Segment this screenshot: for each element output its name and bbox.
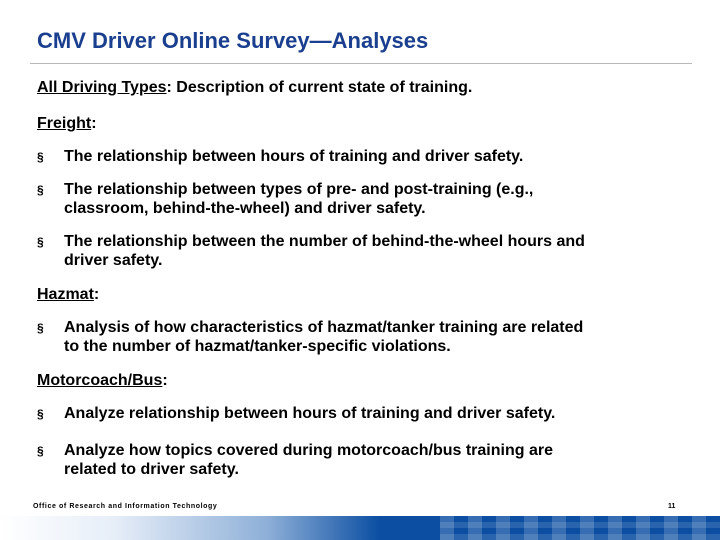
all-driving-types-description: : Description of current state of training. [166,79,473,96]
bullet-text-line-2: driver safety. [64,252,163,269]
hazmat-heading-line [37,285,99,304]
footer-office-name: Office of Research and Information Technology [33,503,218,510]
list-item [37,180,687,218]
footer-gradient [0,516,380,540]
motorcoach-heading-line [37,371,168,390]
bullet-text-line-2: classroom, behind-the-wheel) and driver safety. [64,200,426,217]
bullet-text-line-2: to the number of hazmat/tanker-specific violations. [64,338,451,355]
list-item [37,232,687,270]
motorcoach-colon: : [162,372,168,389]
bullet-text-line-1: The relationship between the number of behind-the-wheel hours and [64,233,585,250]
footer-tile-pattern [440,516,720,540]
all-driving-types-line [37,78,472,97]
list-item [37,318,687,356]
page-number: 11 [668,503,676,510]
freight-colon: : [91,115,97,132]
motorcoach-heading: Motorcoach/Bus [37,372,163,389]
bullet-marker: § [37,183,44,197]
bullet-text-line-1: Analysis of how characteristics of hazmat/tanker training are related [64,319,584,336]
bullet-text-line-2: related to driver safety. [64,461,239,478]
list-item [37,441,687,479]
hazmat-colon: : [93,286,100,303]
title-divider [30,63,692,64]
list-item [37,147,687,166]
freight-heading-line [37,114,97,133]
bullet-marker: § [37,150,44,164]
freight-heading: Freight [37,115,92,132]
bullet-marker: § [37,407,44,421]
bullet-marker: § [37,235,44,249]
bullet-marker: § [37,444,44,458]
slide-title: CMV Driver Online Survey—Analyses [37,28,429,53]
all-driving-types-heading: All Driving Types [37,79,167,96]
hazmat-heading: Hazmat [37,286,94,303]
bullet-text: The relationship between hours of training and driver safety. [64,148,524,165]
bullet-marker: § [37,321,44,335]
bullet-text-line-1: The relationship between types of pre- and post-training (e.g., [64,181,534,198]
bullet-text: Analyze relationship between hours of training and driver safety. [64,405,556,422]
bullet-text-line-1: Analyze how topics covered during motorcoach/bus training are [64,442,553,459]
list-item [37,404,687,423]
footer-band [0,516,720,540]
